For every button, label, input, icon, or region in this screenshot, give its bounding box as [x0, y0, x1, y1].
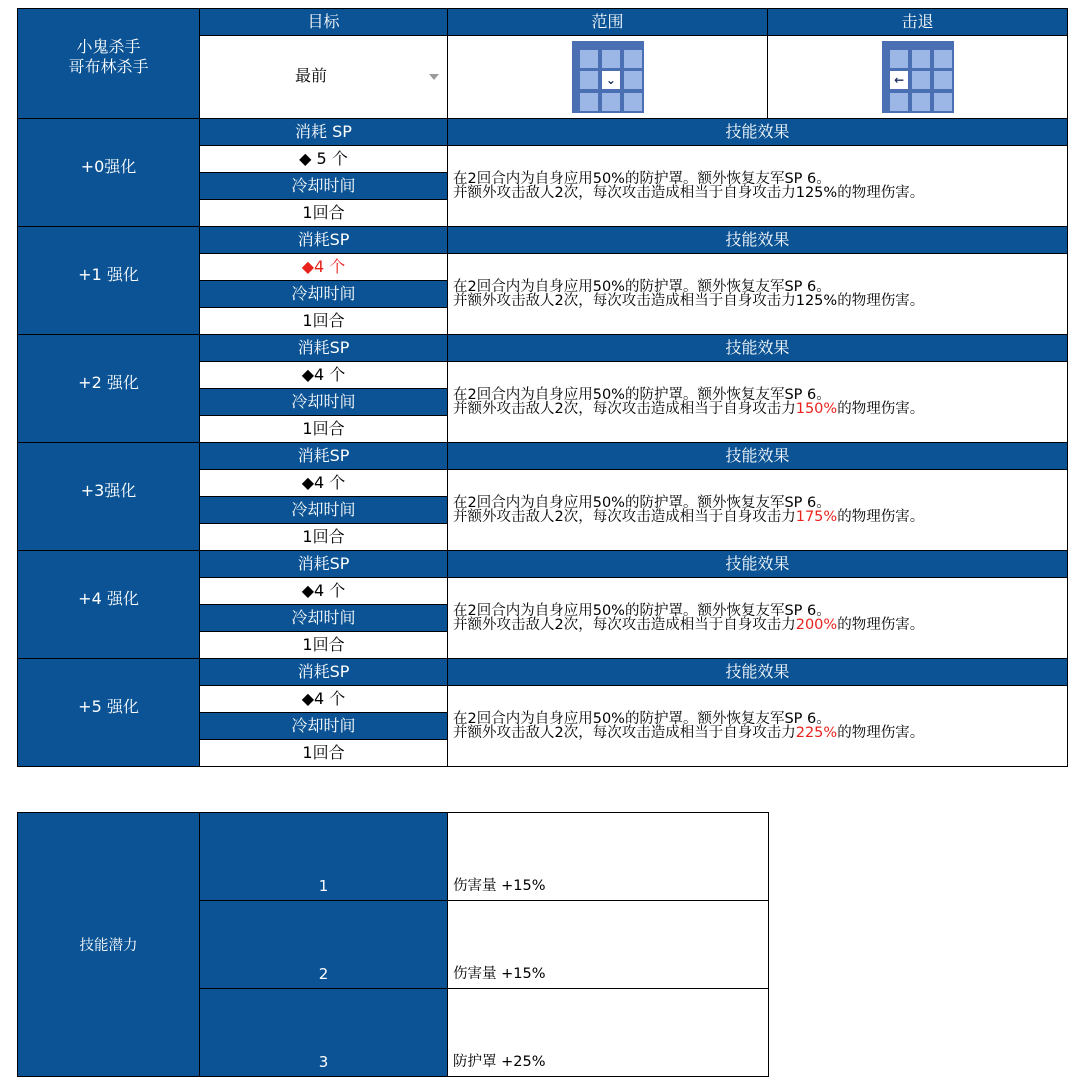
- cooldown-value: 1回合: [200, 200, 448, 227]
- cooldown-label: 冷却时间: [200, 389, 448, 416]
- level-name: [18, 551, 200, 659]
- sp-cost-label: 消耗SP: [200, 551, 448, 578]
- sp-cost-value: ◆4 个: [200, 578, 448, 605]
- grid-cell: ←: [890, 71, 908, 89]
- cooldown-value: 1回合: [200, 632, 448, 659]
- effect-text: [448, 686, 1068, 767]
- sp-cost-value: ◆4 个: [200, 470, 448, 497]
- grid-range-icon: [572, 41, 644, 113]
- cooldown-label: 冷却时间: [200, 497, 448, 524]
- effect-percent: 125%: [795, 185, 838, 201]
- grid-cell: [580, 50, 598, 68]
- grid-cell: [890, 93, 908, 111]
- grid-cell: [624, 50, 642, 68]
- effect-text: [448, 362, 1068, 443]
- effect-line-1: 在2回合内为自身应用50%的防护罩。额外恢复友军SP 6。: [453, 170, 831, 187]
- target-value: 最前: [295, 66, 328, 85]
- target-header: 目标: [200, 9, 448, 36]
- potential-num-3: 3: [200, 989, 448, 1077]
- effect-line-1: 在2回合内为自身应用50%的防护罩。额外恢复友军SP 6。: [453, 710, 831, 727]
- effect-percent: 150%: [795, 401, 838, 417]
- skill-name-line-2: 哥布林杀手: [68, 56, 149, 76]
- sp-cost-value: ◆4 个: [200, 686, 448, 713]
- level-name-text: +4 强化: [78, 588, 139, 608]
- effect-line-2-pre: 并额外攻击敌人2次，每次攻击造成相当于自身攻击力: [453, 725, 796, 741]
- sp-cost-value: ◆4 个: [200, 362, 448, 389]
- effect-line-2-pre: 并额外攻击敌人2次，每次攻击造成相当于自身攻击力: [453, 401, 796, 417]
- target-select[interactable]: [200, 36, 448, 119]
- effect-text: [448, 146, 1068, 227]
- level-name: [18, 659, 200, 767]
- skill-table: [17, 8, 1068, 767]
- grid-cell: [602, 93, 620, 111]
- grid-cell: [934, 93, 952, 111]
- effect-line-2: [453, 618, 1067, 633]
- effect-line-1: 在2回合内为自身应用50%的防护罩。额外恢复友军SP 6。: [453, 602, 831, 619]
- grid-cell: [912, 93, 930, 111]
- range-cell: [448, 36, 768, 119]
- level-name-text: +0强化: [80, 156, 137, 176]
- level-name: [18, 335, 200, 443]
- grid-cell: [912, 71, 930, 89]
- grid-cell: [602, 50, 620, 68]
- level-name-text: +2 强化: [78, 372, 139, 392]
- cooldown-label: 冷却时间: [200, 713, 448, 740]
- level-name-text: +5 强化: [78, 696, 139, 716]
- effect-line-2-pre: 并额外攻击敌人2次，每次攻击造成相当于自身攻击力: [453, 509, 796, 525]
- effect-line-2-post: 的物理伤害。: [837, 509, 925, 525]
- effect-line-2-post: 的物理伤害。: [837, 725, 925, 741]
- effect-line-2-pre: 并额外攻击敌人2次，每次攻击造成相当于自身攻击力: [453, 185, 796, 201]
- effect-line-2-post: 的物理伤害。: [837, 401, 925, 417]
- grid-cell: [912, 50, 930, 68]
- range-header: 范围: [448, 9, 768, 36]
- effect-line-2: [453, 186, 1067, 201]
- level-name-text: +3强化: [80, 480, 137, 500]
- grid-cell: [934, 71, 952, 89]
- cooldown-value: 1回合: [200, 740, 448, 767]
- level-name: [18, 443, 200, 551]
- sp-cost-value: ◆ 5 个: [200, 146, 448, 173]
- effect-label: 技能效果: [448, 443, 1068, 470]
- effect-label: 技能效果: [448, 119, 1068, 146]
- effect-label: 技能效果: [448, 551, 1068, 578]
- effect-label: 技能效果: [448, 659, 1068, 686]
- level-name: [18, 227, 200, 335]
- sp-cost-label: 消耗SP: [200, 335, 448, 362]
- effect-line-2: [453, 726, 1067, 741]
- grid-cell: [890, 50, 908, 68]
- knockback-cell: [768, 36, 1068, 119]
- grid-cell: [934, 50, 952, 68]
- grid-cell: [580, 71, 598, 89]
- effect-text: [448, 470, 1068, 551]
- cooldown-label: 冷却时间: [200, 281, 448, 308]
- effect-line-1: 在2回合内为自身应用50%的防护罩。额外恢复友军SP 6。: [453, 386, 831, 403]
- grid-knockback-icon: [882, 41, 954, 113]
- effect-label: 技能效果: [448, 227, 1068, 254]
- grid-cell: [624, 71, 642, 89]
- effect-line-2: [453, 294, 1067, 309]
- potential-table: [17, 812, 769, 1077]
- cooldown-value: 1回合: [200, 308, 448, 335]
- level-name-text: +1 强化: [78, 264, 139, 284]
- grid-cell: ⌄: [602, 71, 620, 89]
- effect-line-2-post: 的物理伤害。: [837, 185, 925, 201]
- cooldown-value: 1回合: [200, 416, 448, 443]
- skill-name-line-1: 小鬼杀手: [76, 36, 141, 56]
- effect-line-2-pre: 并额外攻击敌人2次，每次攻击造成相当于自身攻击力: [453, 617, 796, 633]
- potential-text-1: 伤害量 +15%: [448, 813, 769, 901]
- effect-line-2: [453, 510, 1067, 525]
- sp-cost-label: 消耗SP: [200, 227, 448, 254]
- effect-percent: 225%: [795, 725, 838, 741]
- effect-percent: 125%: [795, 293, 838, 309]
- level-name: [18, 119, 200, 227]
- effect-line-1: 在2回合内为自身应用50%的防护罩。额外恢复友军SP 6。: [453, 494, 831, 511]
- potential-text-3: 防护罩 +25%: [448, 989, 769, 1077]
- effect-percent: 175%: [795, 509, 838, 525]
- sp-cost-label: 消耗 SP: [200, 119, 448, 146]
- cooldown-value: 1回合: [200, 524, 448, 551]
- effect-label: 技能效果: [448, 335, 1068, 362]
- cooldown-label: 冷却时间: [200, 173, 448, 200]
- potential-text-2: 伤害量 +15%: [448, 901, 769, 989]
- effect-text: [448, 254, 1068, 335]
- skill-name-cell: [18, 9, 200, 119]
- effect-text: [448, 578, 1068, 659]
- potential-num-1: 1: [200, 813, 448, 901]
- sp-cost-label: 消耗SP: [200, 659, 448, 686]
- effect-line-2-post: 的物理伤害。: [837, 293, 925, 309]
- effect-percent: 200%: [795, 617, 838, 633]
- effect-line-1: 在2回合内为自身应用50%的防护罩。额外恢复友军SP 6。: [453, 278, 831, 295]
- knockback-header: 击退: [768, 9, 1068, 36]
- grid-cell: [580, 93, 598, 111]
- grid-cell: [624, 93, 642, 111]
- cooldown-label: 冷却时间: [200, 605, 448, 632]
- chevron-down-icon: [429, 74, 439, 80]
- sp-cost-value: ◆4 个: [200, 254, 448, 281]
- potential-num-2: 2: [200, 901, 448, 989]
- effect-line-2: [453, 402, 1067, 417]
- effect-line-2-pre: 并额外攻击敌人2次，每次攻击造成相当于自身攻击力: [453, 293, 796, 309]
- potential-label: 技能潜力: [18, 813, 200, 1077]
- sp-cost-label: 消耗SP: [200, 443, 448, 470]
- effect-line-2-post: 的物理伤害。: [837, 617, 925, 633]
